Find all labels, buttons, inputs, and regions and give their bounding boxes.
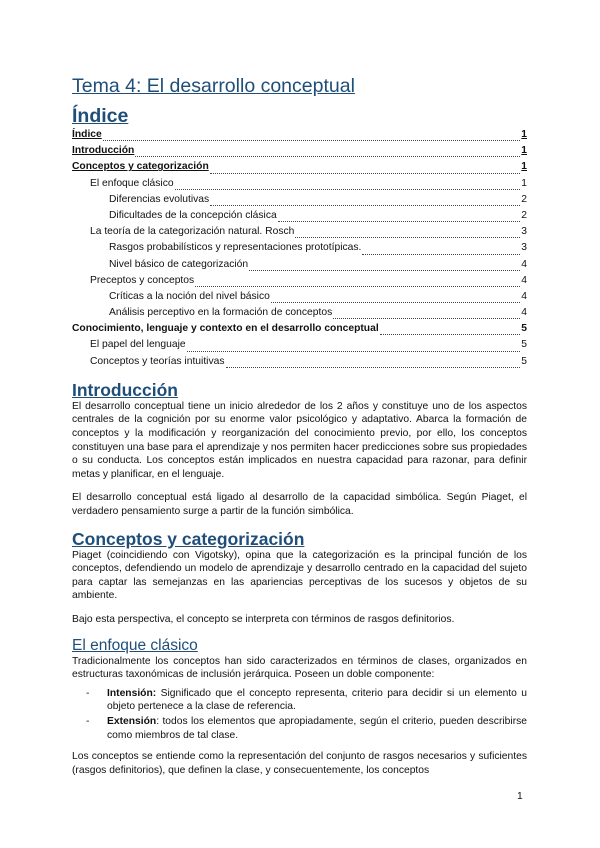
toc-entry-label: Introducción xyxy=(72,145,135,157)
toc-entry-page: 2 xyxy=(521,209,527,221)
toc-entry-label: Índice xyxy=(72,129,102,140)
list-bullet: - xyxy=(86,687,90,699)
heading-conceptos: Conceptos y categorización xyxy=(72,528,305,549)
toc-leader-dots xyxy=(175,189,521,190)
toc-leader-dots xyxy=(195,286,520,287)
toc-entry[interactable] xyxy=(72,259,527,275)
definition-text: Significado que el concepto representa, criterio para decidir si un elemento u objeto pertenece a la clase de referencia. xyxy=(107,687,527,713)
conceptos-paragraph-2: Bajo esta perspectiva, el concepto se interpreta con términos de rasgos definitorios. xyxy=(72,613,455,625)
toc-entry[interactable] xyxy=(72,275,527,291)
table-of-contents xyxy=(72,129,527,372)
list-item xyxy=(72,687,527,714)
index-heading: Índice xyxy=(72,105,129,127)
term-extension: Extensión xyxy=(107,715,157,727)
enfoque-paragraph-2: Los conceptos se entiende como la representación del conjunto de rasgos necesarios y suficientes (rasgos definitorios), que definen la clase, y consecuentemente, los conceptos xyxy=(72,751,527,776)
heading-enfoque-clasico: El enfoque clásico xyxy=(72,636,198,654)
toc-leader-dots xyxy=(103,140,521,141)
toc-entry-page: 5 xyxy=(521,339,527,351)
toc-entry-label: Diferencias evolutivas xyxy=(109,193,210,205)
toc-entry[interactable] xyxy=(72,129,527,145)
toc-leader-dots xyxy=(380,334,521,335)
conceptos-paragraph-1: Piaget (coincidiendo con Vigotsky), opina que la categorización es la principal función de los conceptos, defendiendo un modelo de aprendizaje y desarrollo centrado en la capacidad del sujeto para captar las semejanzas en las apariencias perceptivas de los sucesos y objetos de su ambiente. xyxy=(72,549,527,602)
toc-entry[interactable] xyxy=(72,210,527,226)
toc-entry-label: Críticas a la noción del nivel básico xyxy=(109,290,270,302)
toc-leader-dots xyxy=(278,221,521,222)
toc-entry-label: La teoría de la categorización natural. Rosch xyxy=(90,226,295,238)
toc-leader-dots xyxy=(187,351,521,352)
toc-entry[interactable] xyxy=(72,339,527,355)
toc-leader-dots xyxy=(362,254,520,255)
toc-entry[interactable] xyxy=(72,226,527,242)
toc-entry[interactable] xyxy=(72,323,527,339)
toc-entry-page: 1 xyxy=(521,145,527,157)
toc-entry-label: Conceptos y teorías intuitivas xyxy=(90,355,225,367)
document-page xyxy=(72,74,527,787)
toc-entry-page: 4 xyxy=(521,274,527,286)
intro-paragraph-1: El desarrollo conceptual tiene un inicio alrededor de los 2 años y constituye uno de los aspectos centrales de la cognición por su enorme valor psicológico y adaptativo. Abarca la formación de conceptos y la modificación y reorganización del conocimiento previo, por ello, los conceptos constituyen una base para el aprendizaje y nos permiten hacer predicciones sobre sus propiedades o su conducta. Los conceptos están implicados en nuestra capacidad para razonar, para definir metas y planificar, en el lenguaje. xyxy=(72,400,527,480)
toc-leader-dots xyxy=(295,237,520,238)
toc-leader-dots xyxy=(226,367,521,368)
toc-entry-page: 2 xyxy=(521,193,527,205)
toc-leader-dots xyxy=(135,156,520,157)
toc-entry-label: Dificultades de la concepción clásica xyxy=(109,209,277,221)
toc-leader-dots xyxy=(210,173,521,174)
toc-entry-page: 5 xyxy=(521,355,527,367)
intro-paragraph-2: El desarrollo conceptual está ligado al desarrollo de la capacidad simbólica. Según Piaget, el verdadero pensamiento surge a partir de la función simbólica. xyxy=(72,492,527,517)
toc-entry-page: 5 xyxy=(521,323,527,335)
toc-entry-label: Nivel básico de categorización xyxy=(109,258,249,270)
toc-entry-page: 3 xyxy=(521,242,527,254)
toc-entry-label: El enfoque clásico xyxy=(90,177,174,189)
toc-entry-label: Conocimiento, lenguaje y contexto en el desarrollo conceptual xyxy=(72,323,379,335)
toc-entry[interactable] xyxy=(72,356,527,372)
toc-entry[interactable] xyxy=(72,145,527,161)
toc-entry[interactable] xyxy=(72,242,527,258)
toc-entry-page: 4 xyxy=(521,307,527,319)
toc-entry-page: 4 xyxy=(521,258,527,270)
toc-leader-dots xyxy=(271,302,520,303)
toc-entry-label: Preceptos y conceptos xyxy=(90,274,195,286)
enfoque-paragraph-1: Tradicionalmente los conceptos han sido caracterizados en términos de clases, organizados en estructuras taxonómicas de inclusión jerárquica. Poseen un doble componente: xyxy=(72,655,527,681)
toc-entry-page: 1 xyxy=(521,161,527,173)
toc-entry-label: Rasgos probabilísticos y representaciones prototípicas. xyxy=(109,242,362,254)
toc-entry[interactable] xyxy=(72,307,527,323)
definition-list xyxy=(72,687,527,742)
toc-entry-label: El papel del lenguaje xyxy=(90,339,186,351)
toc-entry-label: Conceptos y categorización xyxy=(72,161,209,173)
definition-text: : todos los elementos que apropiadamente, según el criterio, pueden describirse como miembros de tal clase. xyxy=(107,715,527,741)
list-bullet: - xyxy=(86,715,90,727)
toc-leader-dots xyxy=(210,205,520,206)
heading-introduccion: Introducción xyxy=(72,379,178,400)
document-title: Tema 4: El desarrollo conceptual xyxy=(72,75,355,97)
toc-leader-dots xyxy=(249,270,520,271)
toc-entry-page: 1 xyxy=(521,129,527,140)
toc-entry[interactable] xyxy=(72,194,527,210)
toc-entry[interactable] xyxy=(72,161,527,177)
toc-leader-dots xyxy=(333,318,520,319)
toc-entry-page: 4 xyxy=(521,290,527,302)
term-intension: Intensión: xyxy=(107,687,157,699)
toc-entry[interactable] xyxy=(72,178,527,194)
toc-entry-label: Análisis perceptivo en la formación de conceptos xyxy=(109,307,333,319)
page-number: 1 xyxy=(517,791,523,802)
list-item xyxy=(72,715,527,742)
toc-entry[interactable] xyxy=(72,291,527,307)
toc-entry-page: 1 xyxy=(521,177,527,189)
toc-entry-page: 3 xyxy=(521,226,527,238)
